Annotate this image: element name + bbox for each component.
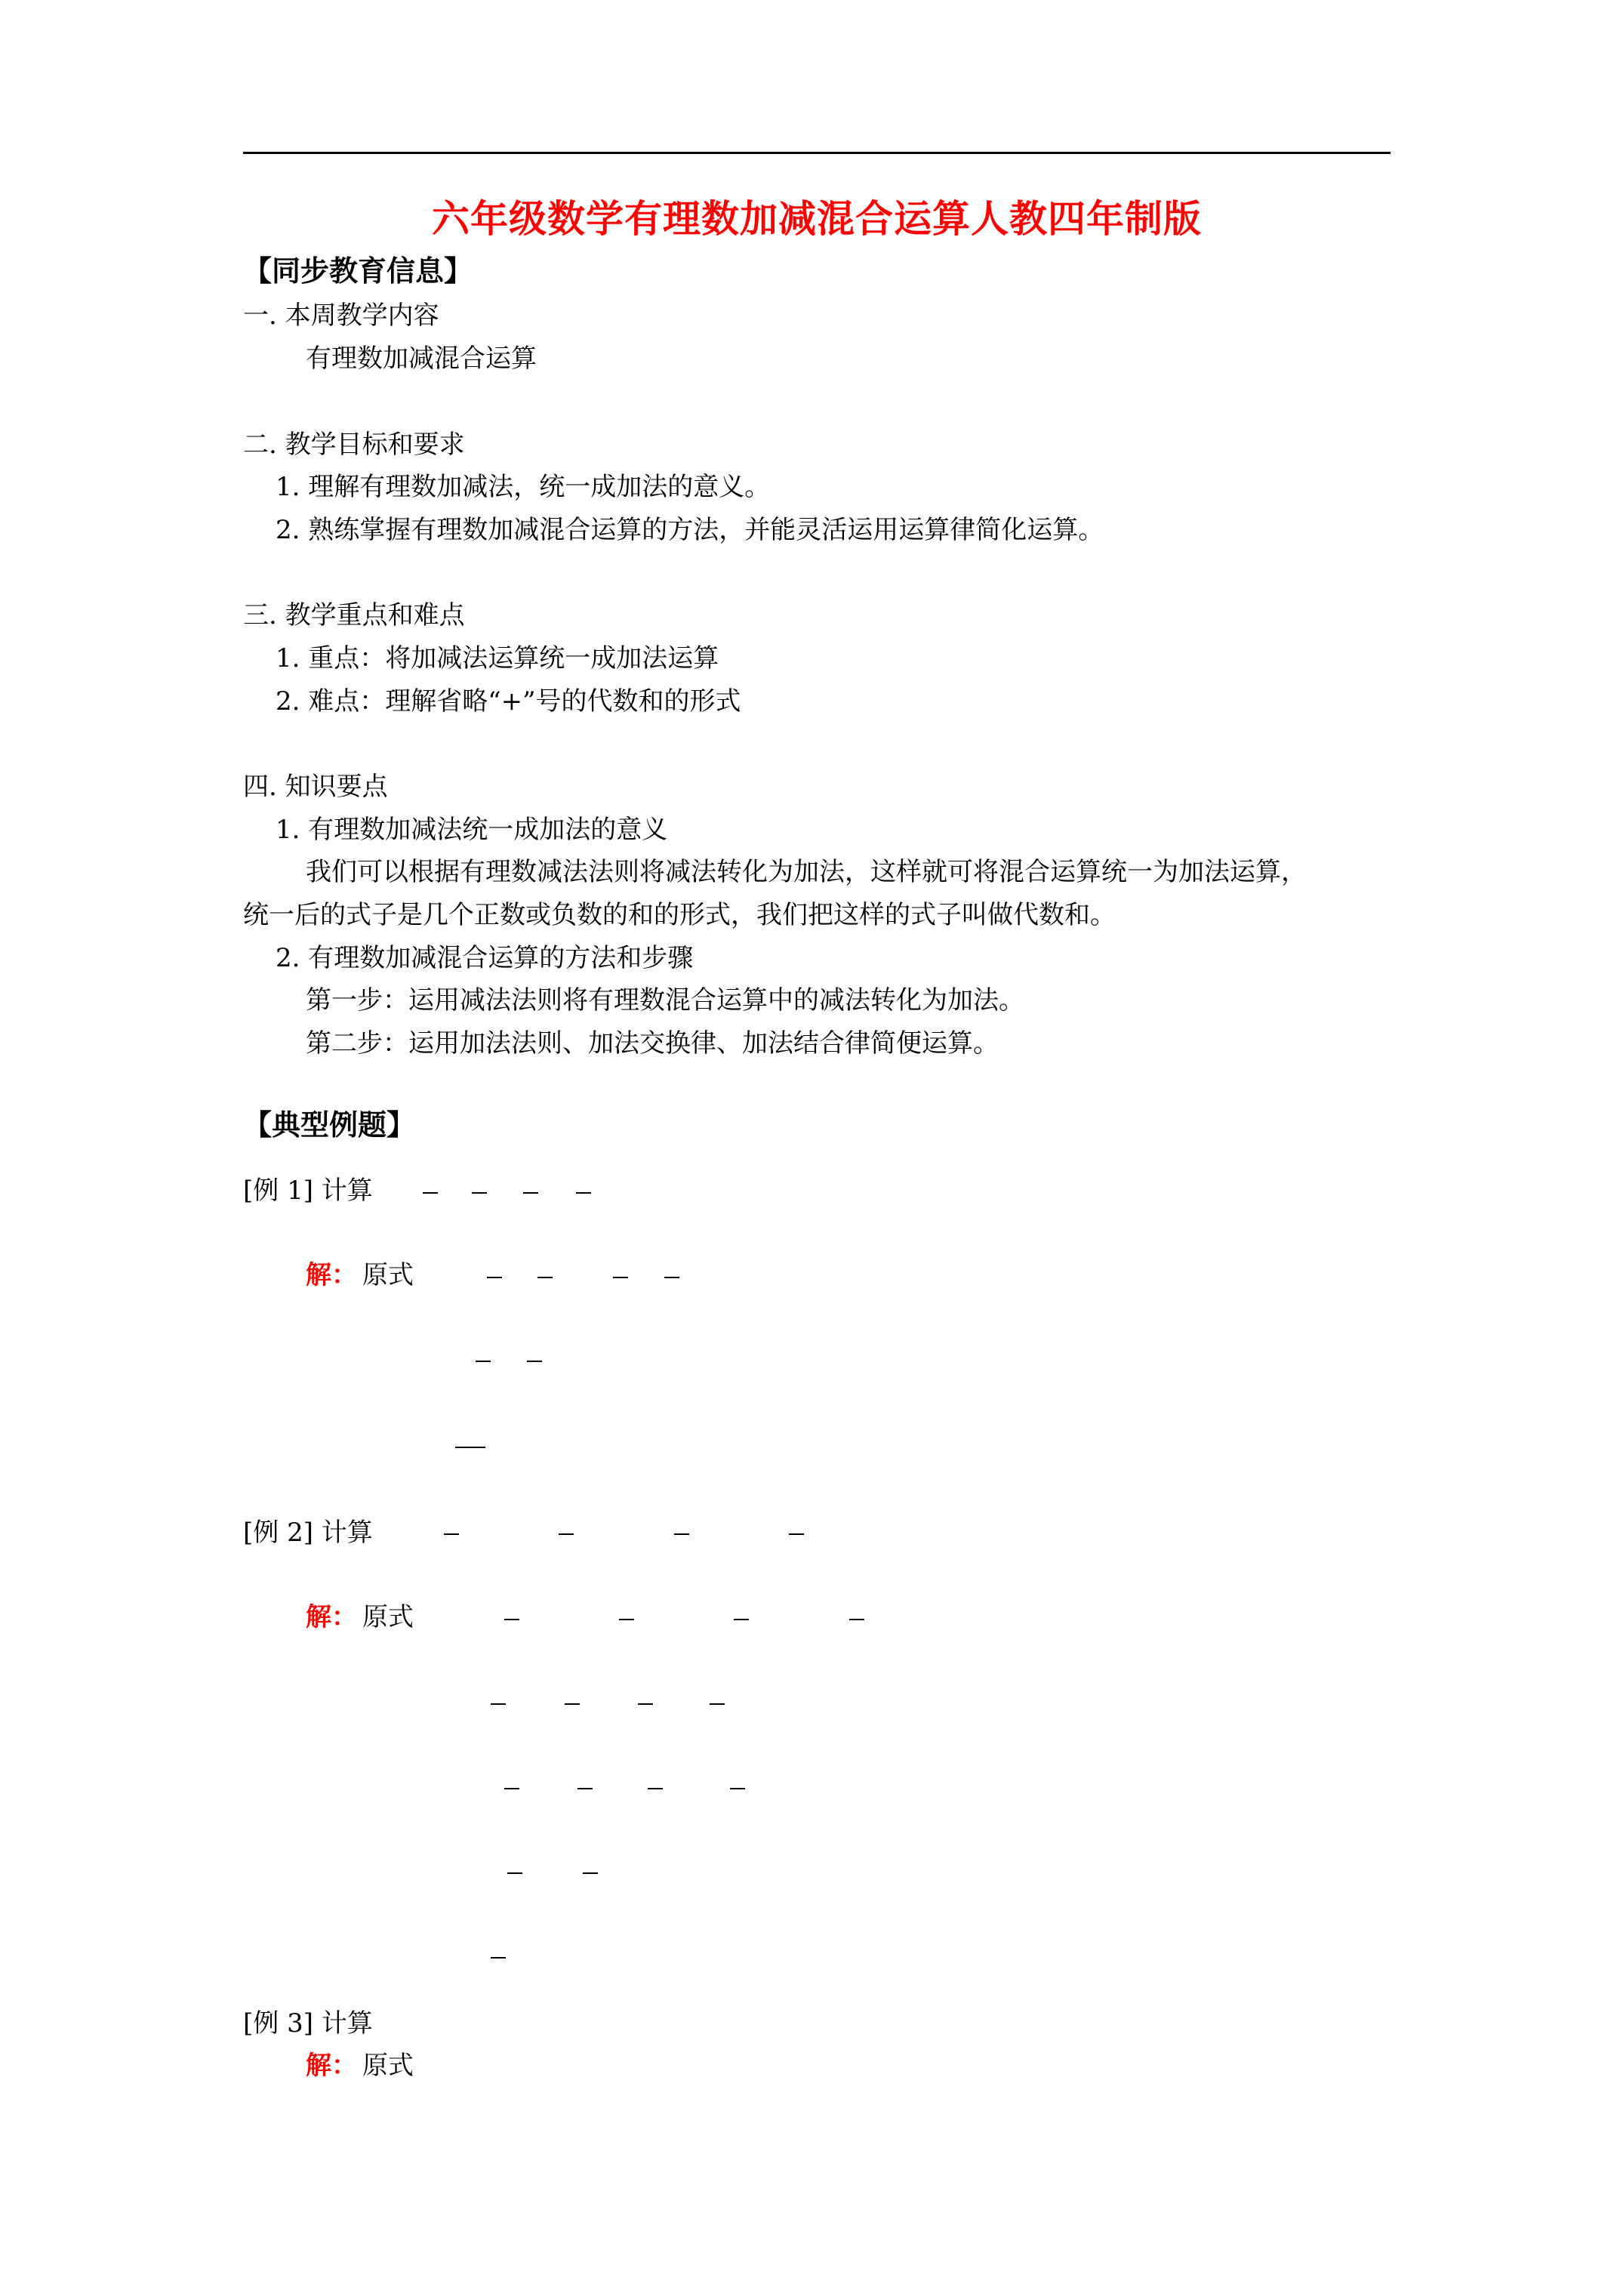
fraction-bar [523, 1192, 538, 1194]
fraction-bar [476, 1361, 491, 1362]
fraction-bar [507, 1872, 522, 1874]
example-3-solution-label: 解： [306, 2051, 357, 2081]
fraction-bar [455, 1447, 485, 1448]
fraction-bar [734, 1619, 749, 1620]
section2-item-1: 1. 理解有理数加减法，统一成加法的意义。 [276, 472, 771, 502]
section3-item-2: 2. 难点：理解省略“+”号的代数和的形式 [276, 686, 741, 717]
example-3-label: [例 3] 计算 [243, 2008, 373, 2039]
section1-content: 有理数加减混合运算 [306, 344, 537, 374]
section2-item-2: 2. 熟练掌握有理数加减混合运算的方法，并能灵活运用运算律简化运算。 [276, 515, 1104, 545]
fraction-bar [444, 1533, 459, 1535]
section4-item1-line1: 我们可以根据有理数减法法则将减法转化为加法，这样就可将混合运算统一为加法运算， [306, 857, 1307, 887]
fraction-bar [648, 1788, 663, 1789]
section1-heading: 一. 本周教学内容 [243, 300, 439, 331]
example-3-solution-text: 原式 [362, 2051, 414, 2081]
fraction-bar [619, 1619, 634, 1620]
fraction-bar [577, 1788, 593, 1789]
section3-item-1: 1. 重点：将加减法运算统一成加法运算 [276, 643, 719, 673]
section3-heading: 三. 教学重点和难点 [243, 600, 465, 630]
fraction-bar [565, 1703, 580, 1705]
fraction-bar [472, 1192, 487, 1194]
fraction-bar [664, 1277, 679, 1278]
header-rule [243, 152, 1390, 154]
fraction-bar [559, 1533, 574, 1535]
fraction-bar [730, 1788, 745, 1789]
fraction-bar [504, 1619, 519, 1620]
fraction-bar [504, 1788, 519, 1789]
section4-step2: 第二步：运用加法法则、加法交换律、加法结合律简便运算。 [306, 1028, 999, 1059]
fraction-bar [491, 1957, 506, 1959]
fraction-bar [710, 1703, 725, 1705]
fraction-bar [487, 1277, 502, 1278]
document-title: 六年级数学有理数加减混合运算人教四年制版 [432, 196, 1202, 241]
fraction-bar [789, 1533, 804, 1535]
fraction-bar [849, 1619, 864, 1620]
fraction-bar [491, 1703, 506, 1705]
section4-item2-title: 2. 有理数加减混合运算的方法和步骤 [276, 943, 694, 973]
fraction-bar [537, 1277, 553, 1278]
section4-heading: 四. 知识要点 [243, 772, 388, 802]
fraction-bar [576, 1192, 591, 1194]
section4-item1-title: 1. 有理数加减法统一成加法的意义 [276, 815, 668, 845]
fraction-bar [583, 1872, 598, 1874]
example-2-label: [例 2] 计算 [243, 1518, 373, 1548]
example-1-label: [例 1] 计算 [243, 1176, 373, 1206]
example-2-solution-label: 解： [306, 1602, 357, 1632]
example-1-solution-label: 解： [306, 1260, 357, 1290]
fraction-bar [613, 1277, 628, 1278]
fraction-bar [674, 1533, 689, 1535]
section2-heading: 二. 教学目标和要求 [243, 430, 465, 460]
fraction-bar [527, 1361, 542, 1362]
sync-info-header: 【同步教育信息】 [243, 254, 473, 288]
example-2-solution-text: 原式 [362, 1602, 414, 1632]
example-1-solution-text: 原式 [362, 1260, 414, 1290]
section4-item1-line2: 统一后的式子是几个正数或负数的和的形式，我们把这样的式子叫做代数和。 [243, 900, 1116, 930]
fraction-bar [638, 1703, 653, 1705]
examples-header: 【典型例题】 [243, 1108, 416, 1142]
fraction-bar [423, 1192, 438, 1194]
section4-step1: 第一步：运用减法法则将有理数混合运算中的减法转化为加法。 [306, 985, 1024, 1015]
